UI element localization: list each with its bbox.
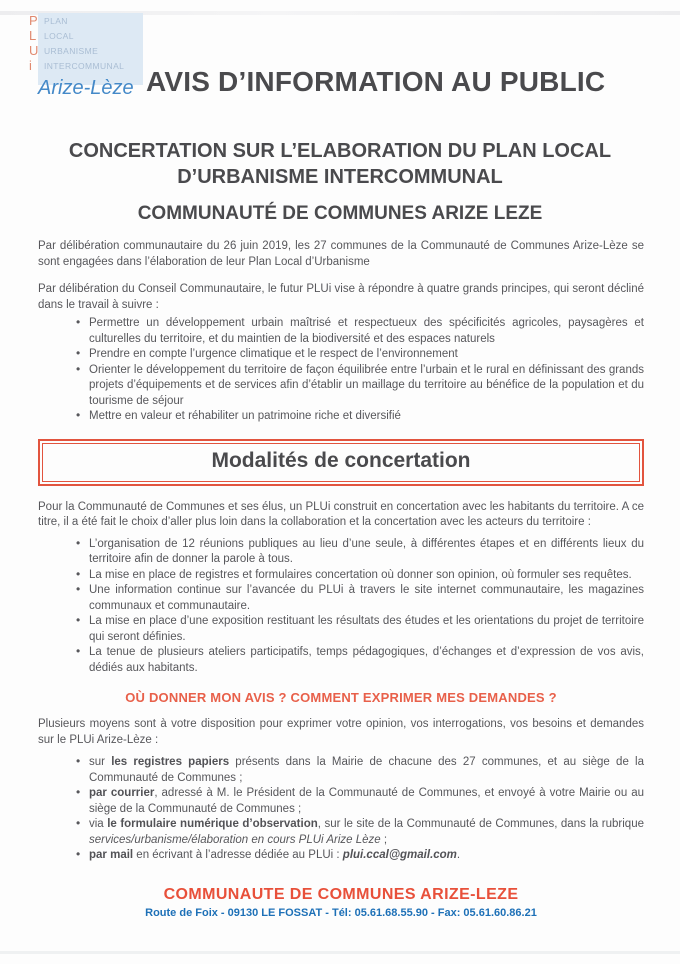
subject-line-2: D’URBANISME INTERCOMMUNAL (177, 166, 503, 188)
list-item (68, 316, 644, 347)
bullet-icon: • (76, 346, 81, 360)
list-item-text (89, 756, 644, 784)
list-item-text: Une information continue sur l’avancée du PLUi à travers le site internet communautaire, les magazines communaux et communautaire. (89, 584, 644, 612)
list-item-text: Permettre un développement urbain maîtrisé et respectueux des spécificités agricoles, paysagères et culturelles du territoire, et du maintien de la biodiversité et des espaces naturels (89, 317, 644, 345)
registres-papiers-emphasis: les registres papiers (111, 756, 230, 768)
logo-letter-l: L (29, 28, 37, 43)
bullet-icon: • (76, 644, 81, 658)
logo-row (29, 58, 159, 73)
list-item (68, 817, 644, 848)
logo-letter-i: i (29, 58, 32, 73)
bullet-icon: • (76, 408, 81, 422)
list-item (68, 363, 644, 410)
modalites-list (38, 537, 644, 677)
list-item-text (89, 849, 460, 861)
page-title: AVIS D’INFORMATION AU PUBLIC (146, 66, 606, 97)
document-header (0, 0, 680, 118)
bullet-icon: • (76, 535, 81, 550)
list-item-text: Orienter le développement du territoire de façon équilibrée entre l’urbain et le rural en définissant des grands projets d’équipements et de services afin d’établir un maillage du territoire au bénéfice de la population et du tourisme de séjour (89, 363, 644, 407)
concertation-intro-paragraph: Pour la Communauté de Communes et ses élus, un PLUi construit en concertation avec les habitants du territoire. A ce titre, il a été fait le choix d’aller plus loin dans la collaboration et la concertation avec les acteurs du territoire : (38, 500, 644, 528)
text-segment: . (456, 849, 461, 861)
moyens-intro-paragraph: Plusieurs moyens sont à votre disposition pour exprimer votre opinion, vos interrogations, vos besoins et demandes sur le PLUi Arize-Lèze : (38, 718, 644, 746)
bullet-icon: • (76, 785, 81, 799)
list-item (68, 347, 644, 363)
avis-section-heading: OÙ DONNER MON AVIS ? COMMENT EXPRIMER MES DEMANDES ? (125, 690, 557, 705)
logo-letter-p: P (29, 13, 38, 28)
text-segment: présents dans la Mairie de chacune des 27 communes, et au siège de la Communauté de Communes ; (89, 756, 644, 784)
list-item-text (89, 787, 644, 815)
moyens-list (38, 755, 644, 864)
list-item-text: Prendre en compte l’urgence climatique et le respect de l’environnement (89, 348, 458, 360)
list-item (68, 755, 644, 786)
bullet-icon: • (76, 816, 81, 830)
scan-artifact-bottom (0, 951, 680, 954)
logo-row (29, 28, 159, 43)
par-courrier-emphasis: par courrier (89, 787, 155, 799)
list-item (68, 583, 644, 614)
logo-region-name: Arize-Lèze (38, 77, 134, 99)
logo-rows (29, 13, 159, 73)
subject-line-3: COMMUNAUTÉ DE COMMUNES ARIZE LEZE (137, 203, 543, 224)
text-segment: via (89, 818, 108, 830)
bullet-icon: • (76, 566, 81, 581)
logo-row (29, 43, 159, 58)
text-segment: ; (380, 833, 388, 846)
logo-word-intercommunal: INTERCOMMUNAL (44, 60, 125, 71)
text-segment: sur (89, 756, 112, 768)
subject-line-1: CONCERTATION SUR L’ELABORATION DU PLAN LOCAL (68, 140, 612, 162)
footer-address-contact: Route de Foix - 09130 LE FOSSAT - Tél: 05.61.68.55.90 - Fax: 05.61.60.86.21 (145, 906, 537, 919)
list-item (68, 786, 644, 817)
footer-organization-name: COMMUNAUTE DE COMMUNES ARIZE-LEZE (163, 885, 519, 903)
logo-word-urbanisme: URBANISME (44, 45, 99, 56)
bullet-icon: • (76, 361, 81, 376)
logo-letter-u: U (29, 43, 39, 58)
list-item-text: La mise en place d’une exposition restituant les résultats des études et les orientations du projet de territoire qui seront définies. (89, 615, 644, 643)
list-item-text: La mise en place de registres et formulaires concertation où donner son opinion, où formuler ses requêtes. (89, 568, 632, 581)
bullet-icon: • (76, 315, 81, 329)
logo-word-plan: PLAN (44, 15, 68, 26)
document-footer (38, 886, 644, 919)
site-rubrique-path: services/urbanisme/élaboration en cours PLUi Arize Lèze (89, 833, 381, 846)
bullet-icon: • (76, 582, 81, 596)
principles-list (38, 316, 644, 425)
list-item (68, 614, 644, 645)
text-segment: , adressé à M. le Président de la Communauté de Communes, et envoyé à votre Mairie ou au siège de la Communauté de Communes ; (89, 787, 644, 815)
par-mail-emphasis: par mail (89, 849, 134, 861)
list-item-text (89, 818, 644, 846)
intro-paragraph-2: Par délibération du Conseil Communautaire, le futur PLUi vise à répondre à quatre grands principes, qui seront décliné dans le travail à suivre : (38, 283, 644, 311)
text-segment: , sur le site de la Communauté de Communes, dans la rubrique (317, 818, 644, 830)
bullet-icon: • (76, 847, 81, 861)
formulaire-numerique-emphasis: le formulaire numérique d’observation (107, 818, 318, 830)
list-item-text: La tenue de plusieurs ateliers participatifs, temps pédagogiques, d’échanges et d’expression de vos avis, dédiés aux habitants. (89, 646, 644, 674)
bullet-icon: • (76, 754, 81, 768)
list-item (68, 537, 644, 568)
subject-heading (0, 138, 680, 225)
intro-paragraph-1: Par délibération communautaire du 26 juin 2019, les 27 communes de la Communauté de Communes Arize-Lèze se sont engagées dans l’élaboration de leur Plan Local d’Urbanisme (38, 240, 644, 268)
bullet-icon: • (76, 613, 81, 627)
logo-row (29, 13, 159, 28)
list-item (68, 848, 644, 864)
list-item-text: L’organisation de 12 réunions publiques au lieu d’une seule, à différentes étapes et en différents lieux du territoire afin de donner la parole à tous. (89, 537, 644, 565)
list-item-text: Mettre en valeur et réhabiliter un patrimoine riche et diversifié (89, 410, 401, 422)
document-body (0, 239, 680, 919)
modalites-box (38, 439, 644, 486)
plui-email-address: plui.ccal@gmail.com (342, 849, 457, 861)
list-item (68, 409, 644, 425)
modalites-box-title: Modalités de concertation (42, 443, 640, 482)
logo-word-local: LOCAL (44, 30, 74, 41)
plui-logo (29, 13, 159, 100)
list-item (68, 645, 644, 676)
list-item (68, 568, 644, 584)
text-segment: en écrivant à l’adresse dédiée au PLUi : (133, 849, 343, 861)
